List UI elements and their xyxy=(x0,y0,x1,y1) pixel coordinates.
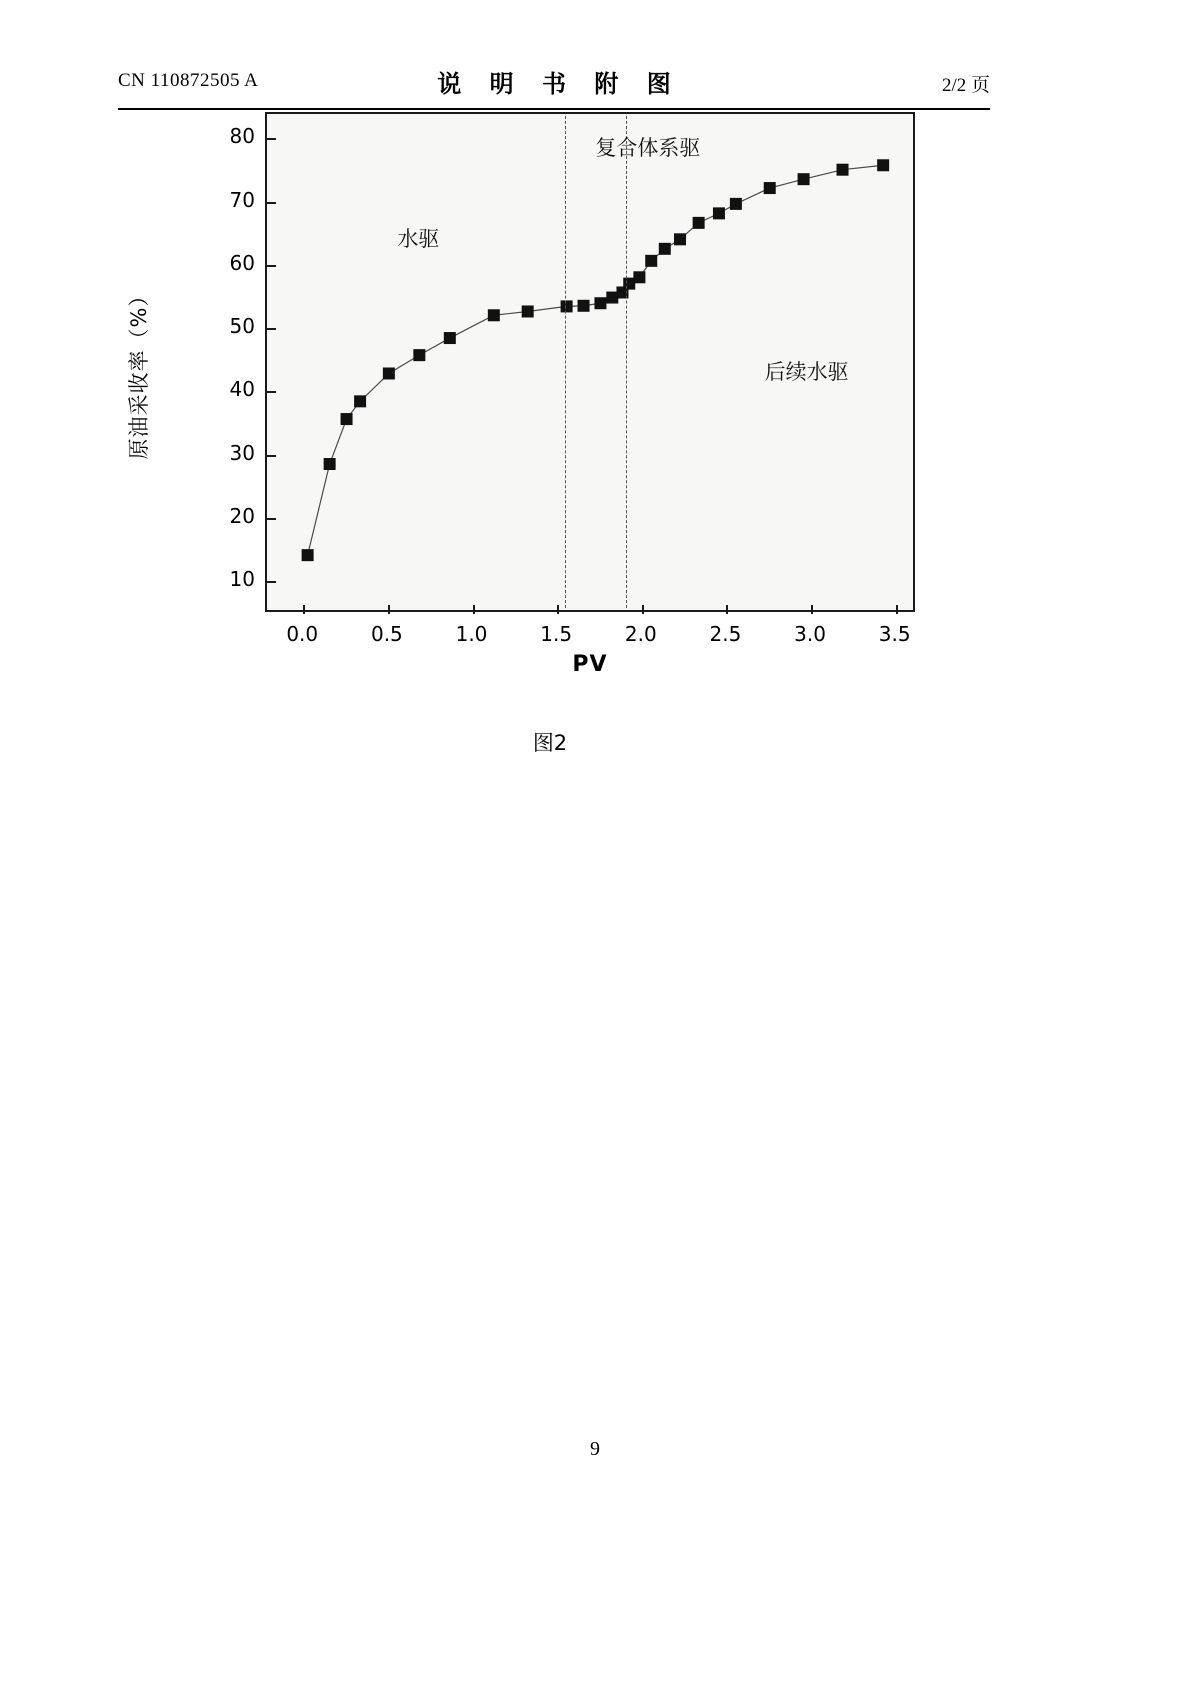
y-tick-mark xyxy=(267,518,276,520)
figure-2 xyxy=(127,112,915,755)
chart-annotation-3: 后续水驱 xyxy=(764,360,849,385)
y-tick-mark xyxy=(267,265,276,267)
y-tick-mark xyxy=(267,391,276,393)
document-title: 说 明 书 附 图 xyxy=(437,70,681,98)
y-tick-label: 10 xyxy=(229,567,255,592)
page-label: 2/2 页 xyxy=(941,75,990,96)
x-tick-label: 0.5 xyxy=(370,622,403,646)
y-tick-label: 20 xyxy=(229,504,255,529)
x-tick-mark xyxy=(557,605,559,614)
x-tick-mark xyxy=(811,605,813,614)
chart-annotation-2: 复合体系驱 xyxy=(595,135,701,160)
x-axis-label: PV xyxy=(572,652,608,677)
y-tick-mark xyxy=(267,455,276,457)
x-tick-label: 3.5 xyxy=(878,622,911,646)
y-tick-label: 50 xyxy=(229,314,255,339)
y-tick-label: 30 xyxy=(229,440,255,465)
y-axis-label: 原油采收率（%） xyxy=(127,284,151,460)
x-tick-mark xyxy=(303,605,305,614)
y-tick-mark xyxy=(267,138,276,140)
x-tick-label: 2.0 xyxy=(624,622,657,646)
y-tick-mark xyxy=(267,328,276,330)
y-tick-mark xyxy=(267,202,276,204)
x-tick-mark xyxy=(726,605,728,614)
x-tick-label: 1.0 xyxy=(455,622,488,646)
y-tick-label: 80 xyxy=(229,124,255,149)
x-tick-label: 2.5 xyxy=(709,622,742,646)
x-tick-mark xyxy=(473,605,475,614)
figure-caption: 图2 xyxy=(532,731,568,755)
y-tick-label: 60 xyxy=(229,250,255,275)
footer-page-number: 9 xyxy=(590,1438,600,1460)
x-tick-label: 1.5 xyxy=(540,622,573,646)
x-tick-mark xyxy=(642,605,644,614)
x-tick-label: 0.0 xyxy=(286,622,319,646)
y-tick-label: 40 xyxy=(229,377,255,402)
page-header xyxy=(118,64,990,110)
phase-divider-2 xyxy=(626,116,627,608)
x-tick-label: 3.0 xyxy=(794,622,826,646)
y-tick-label: 70 xyxy=(229,187,255,212)
x-tick-mark xyxy=(388,605,390,614)
chart-annotation-1: 水驱 xyxy=(397,227,440,252)
plot-frame xyxy=(265,112,915,612)
y-tick-mark xyxy=(267,581,276,583)
phase-divider-1 xyxy=(565,116,566,608)
x-tick-mark xyxy=(896,605,898,614)
patent-number: CN 110872505 A xyxy=(118,70,259,91)
